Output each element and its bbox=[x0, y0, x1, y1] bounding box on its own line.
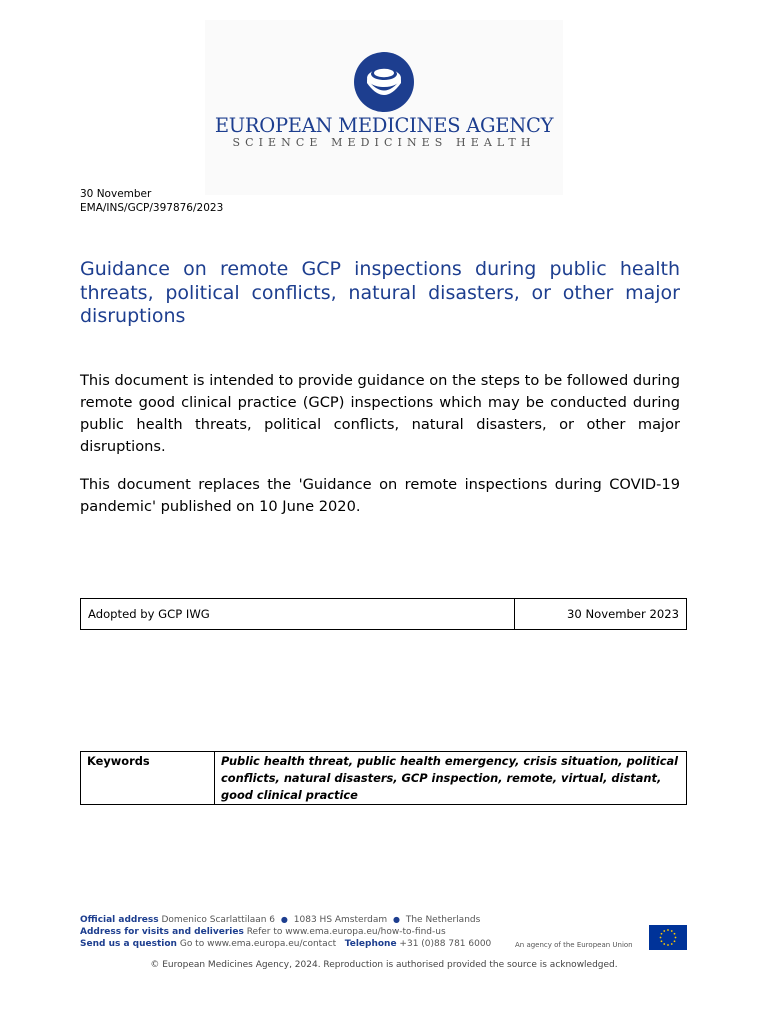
adoption-row bbox=[81, 599, 687, 630]
document-title: Guidance on remote GCP inspections during public health threats, political conflicts, natural disasters, or other major disruptions bbox=[80, 258, 680, 327]
footer-visits bbox=[80, 926, 491, 938]
telephone-number: +31 (0)88 781 6000 bbox=[399, 939, 492, 949]
agency-tagline: SCIENCE MEDICINES HEALTH bbox=[232, 136, 536, 149]
bullet-icon: ● bbox=[280, 915, 288, 924]
official-address-country: The Netherlands bbox=[405, 915, 481, 925]
eu-star-icon bbox=[660, 937, 662, 939]
eu-star-icon bbox=[667, 929, 669, 931]
keywords-values: Public health threat, public health emergency, crisis situation, political conflicts, natural disasters, GCP inspection, remote, virtual, distant, good clinical practice bbox=[215, 752, 687, 805]
intro-paragraph: This document is intended to provide guidance on the steps to be followed during remote good clinical practice (GCP) inspections which may be conducted during public health threats, political conflicts, natural disasters, or other major disruptions. bbox=[80, 372, 680, 455]
agency-logo bbox=[205, 20, 563, 195]
keywords-row bbox=[81, 752, 687, 805]
eu-star-icon bbox=[675, 937, 677, 939]
visits-link[interactable]: Refer to www.ema.europa.eu/how-to-find-us bbox=[246, 927, 446, 937]
document-reference: EMA/INS/GCP/397876/2023 bbox=[80, 202, 224, 214]
adoption-date: 30 November 2023 bbox=[515, 599, 687, 630]
keywords-table bbox=[80, 751, 687, 805]
visits-label: Address for visits and deliveries bbox=[80, 927, 244, 937]
eu-star-icon bbox=[674, 940, 676, 942]
official-address-city: 1083 HS Amsterdam bbox=[293, 915, 388, 925]
agency-name: EUROPEAN MEDICINES AGENCY bbox=[214, 114, 554, 137]
official-address-street: Domenico Scarlattilaan 6 bbox=[161, 915, 276, 925]
bullet-icon: ● bbox=[392, 915, 400, 924]
eu-star-icon bbox=[667, 944, 669, 946]
document-date: 30 November bbox=[80, 188, 152, 200]
adoption-table bbox=[80, 598, 687, 630]
official-address-label: Official address bbox=[80, 915, 159, 925]
footer-contact-line bbox=[80, 938, 491, 950]
eu-star-icon bbox=[663, 930, 665, 932]
replacement-paragraph: This document replaces the 'Guidance on remote inspections during COVID-19 pandemic' published on 10 June 2020. bbox=[80, 476, 680, 515]
eu-flag-icon bbox=[649, 925, 687, 950]
eu-agency-caption: An agency of the European Union bbox=[515, 941, 633, 949]
contact-link[interactable]: Go to www.ema.europa.eu/contact bbox=[179, 939, 337, 949]
eu-star-icon bbox=[663, 943, 665, 945]
keywords-label: Keywords bbox=[81, 752, 215, 805]
eu-star-icon bbox=[674, 933, 676, 935]
question-label: Send us a question bbox=[80, 939, 177, 949]
eu-star-icon bbox=[671, 943, 673, 945]
footer-contact bbox=[80, 914, 491, 950]
eu-star-icon bbox=[661, 940, 663, 942]
ema-emblem-icon bbox=[354, 52, 414, 112]
eu-star-icon bbox=[671, 930, 673, 932]
adoption-label: Adopted by GCP IWG bbox=[81, 599, 515, 630]
copyright-notice: © European Medicines Agency, 2024. Reproduction is authorised provided the source is acknowledged. bbox=[150, 960, 618, 970]
telephone-label: Telephone bbox=[344, 939, 397, 949]
eu-star-icon bbox=[661, 933, 663, 935]
footer-official-address bbox=[80, 914, 491, 926]
